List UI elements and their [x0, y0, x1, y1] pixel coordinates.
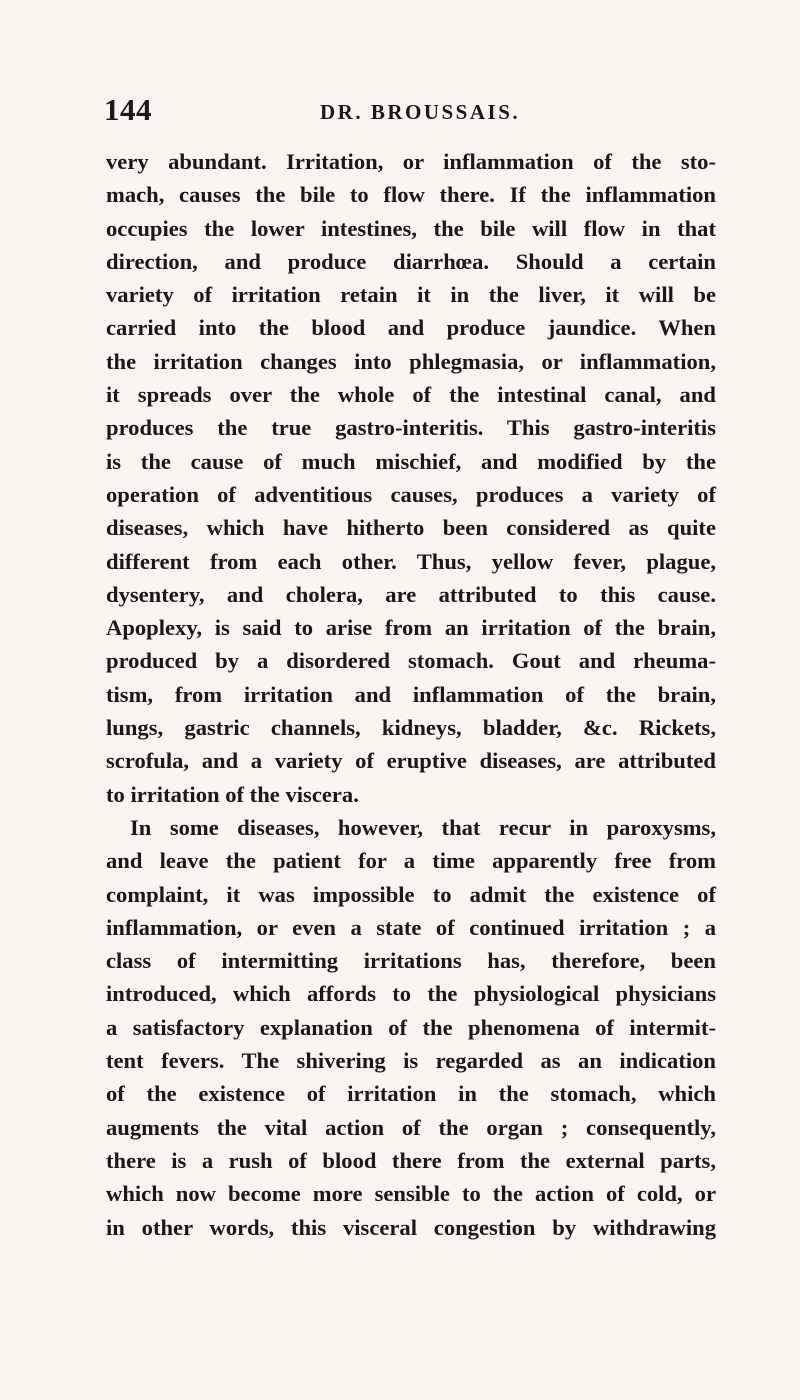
- text-line: dysentery, and cholera, are attributed to this cause.: [106, 581, 716, 607]
- text-line: augments the vital action of the organ ; consequently,: [106, 1114, 716, 1140]
- running-head: [104, 92, 724, 132]
- text-line: produces the true gastro-interitis. This gastro-interitis: [106, 415, 716, 441]
- text-line: in other words, this visceral congestion by withdrawing: [106, 1214, 716, 1240]
- text-line: the irritation changes into phlegmasia, or inflammation,: [106, 348, 716, 374]
- text-line: very abundant. Irritation, or inflammation of the sto-: [106, 149, 716, 174]
- text-line: inflammation, or even a state of continued irritation ; a: [106, 914, 716, 940]
- text-line: tent fevers. The shivering is regarded as an indication: [106, 1048, 716, 1074]
- page-number: 144: [104, 92, 152, 127]
- text-line: which now become more sensible to the action of cold, or: [106, 1181, 716, 1207]
- body-text: [106, 145, 716, 1244]
- text-line: it spreads over the whole of the intestinal canal, and: [106, 382, 716, 408]
- text-line: is the cause of much mischief, and modified by the: [106, 448, 716, 474]
- text-line: occupies the lower intestines, the bile will flow in that: [106, 215, 716, 241]
- text-line: and leave the patient for a time apparently free from: [106, 848, 716, 874]
- text-line: tism, from irritation and inflammation of the brain,: [106, 681, 716, 707]
- text-line: of the existence of irritation in the stomach, which: [106, 1081, 716, 1107]
- text-line: operation of adventitious causes, produces a variety of: [106, 481, 716, 507]
- text-line: complaint, it was impossible to admit the existence of: [106, 881, 716, 907]
- text-line: class of intermitting irritations has, therefore, been: [106, 948, 716, 974]
- paragraph-2: [106, 811, 716, 1244]
- text-line: there is a rush of blood there from the external parts,: [106, 1147, 716, 1173]
- text-line: to irritation of the viscera.: [106, 781, 359, 807]
- text-line: produced by a disordered stomach. Gout and rheuma-: [106, 648, 716, 674]
- text-line: diseases, which have hitherto been considered as quite: [106, 515, 716, 541]
- text-line: In some diseases, however, that recur in paroxysms,: [130, 814, 716, 840]
- text-line: introduced, which affords to the physiological physicians: [106, 981, 716, 1007]
- text-line: variety of irritation retain it in the liver, it will be: [106, 282, 716, 308]
- text-line: lungs, gastric channels, kidneys, bladder, &c. Rickets,: [106, 715, 716, 741]
- running-title: DR. BROUSSAIS.: [320, 100, 521, 124]
- text-line: different from each other. Thus, yellow fever, plague,: [106, 548, 716, 574]
- text-line: direction, and produce diarrhœa. Should a certain: [106, 248, 716, 274]
- text-line: carried into the blood and produce jaundice. When: [106, 315, 716, 341]
- text-line: scrofula, and a variety of eruptive diseases, are attributed: [106, 748, 716, 774]
- paragraph-1: [106, 145, 716, 811]
- text-line: mach, causes the bile to flow there. If the inflammation: [106, 182, 716, 208]
- text-line: Apoplexy, is said to arise from an irritation of the brain,: [106, 615, 716, 641]
- text-line: a satisfactory explanation of the phenomena of intermit-: [106, 1014, 716, 1040]
